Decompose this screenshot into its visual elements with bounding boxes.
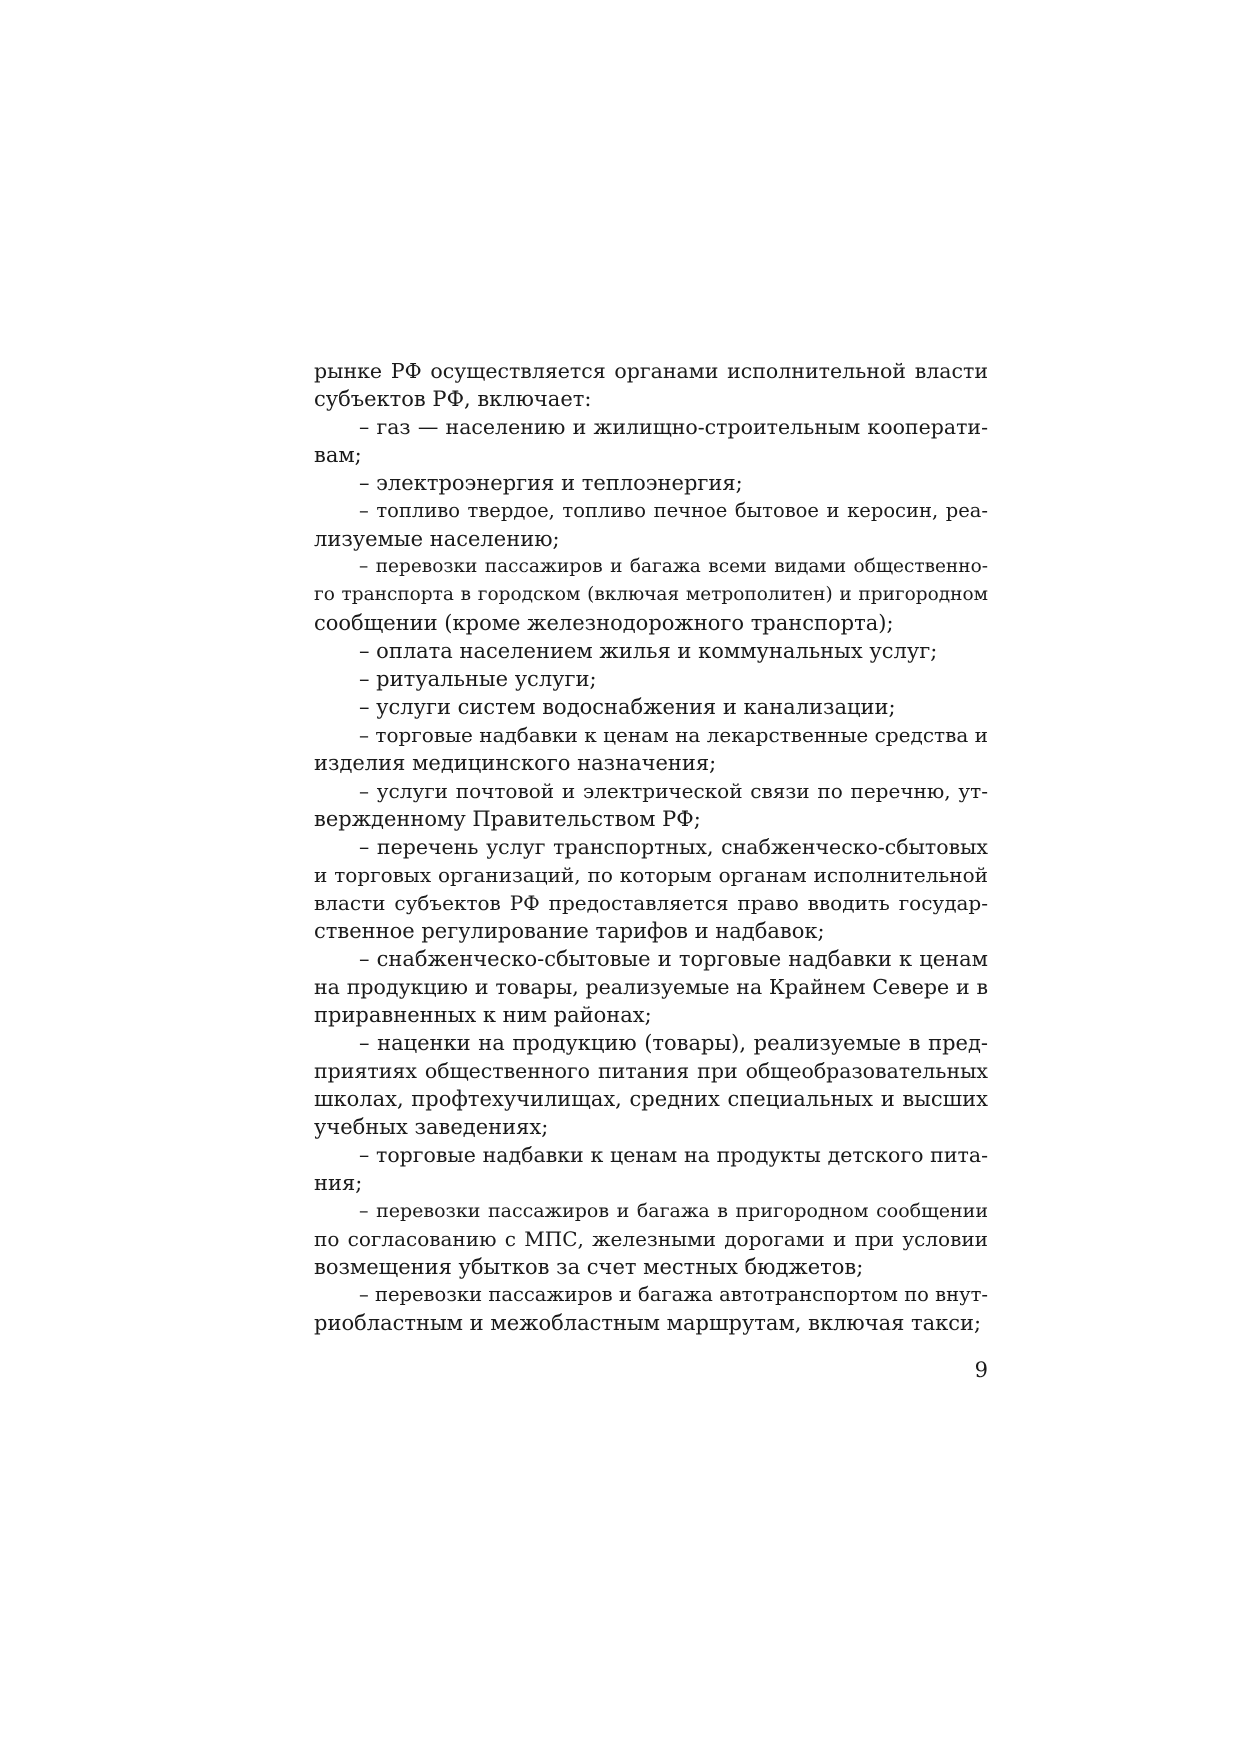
text-line: учебных заведениях; bbox=[314, 1115, 549, 1139]
text-line: и торговых организаций, по которым органам исполнительной bbox=[314, 863, 988, 887]
list-item-line: – электроэнергия и теплоэнергия; bbox=[359, 471, 743, 495]
text-line: вам; bbox=[314, 443, 362, 467]
text-line: сообщении (кроме железнодорожного транспорта); bbox=[314, 611, 894, 635]
text-line: ния; bbox=[314, 1171, 363, 1195]
text-line: на продукцию и товары, реализуемые на Крайнем Севере и в bbox=[314, 975, 988, 999]
list-item-line: – услуги почтовой и электрической связи по перечню, ут- bbox=[359, 779, 988, 803]
page-number: 9 bbox=[974, 1358, 988, 1382]
list-item-line: – услуги систем водоснабжения и канализации; bbox=[359, 695, 896, 719]
text-line: рынке РФ осуществляется органами исполнительной власти bbox=[314, 359, 988, 383]
list-item-line: – газ — населению и жилищно-строительным кооперати- bbox=[359, 415, 988, 439]
text-line: вержденному Правительством РФ; bbox=[314, 807, 701, 831]
list-item-line: – торговые надбавки к ценам на лекарственные средства и bbox=[359, 723, 988, 747]
list-item-line: – перевозки пассажиров и багажа всеми видами общественно- bbox=[359, 556, 988, 577]
text-line: приятиях общественного питания при общеобразовательных bbox=[314, 1059, 988, 1083]
text-line: ственное регулирование тарифов и надбавок; bbox=[314, 919, 825, 943]
text-line: изделия медицинского назначения; bbox=[314, 751, 717, 775]
list-item-line: – перевозки пассажиров и багажа в пригородном сообщении bbox=[359, 1200, 988, 1222]
text-line: школах, профтехучилищах, средних специальных и высших bbox=[314, 1087, 988, 1111]
list-item-line: – перечень услуг транспортных, снабженческо-сбытовых bbox=[359, 835, 988, 859]
text-line: по согласованию с МПС, железными дорогами и при условии bbox=[314, 1227, 988, 1251]
list-item-line: – снабженческо-сбытовые и торговые надбавки к ценам bbox=[359, 947, 988, 971]
list-item-line: – наценки на продукцию (товары), реализуемые в пред- bbox=[359, 1031, 988, 1055]
list-item-line: – перевозки пассажиров и багажа автотранспортом по внут- bbox=[359, 1283, 988, 1306]
text-line: лизуемые населению; bbox=[314, 527, 560, 551]
text-line: го транспорта в городском (включая метрополитен) и пригородном bbox=[314, 584, 988, 605]
text-line: приравненных к ним районах; bbox=[314, 1003, 652, 1027]
body-text bbox=[314, 357, 988, 1337]
list-item-line: – ритуальные услуги; bbox=[359, 667, 597, 691]
text-line: риобластным и межобластным маршрутам, включая такси; bbox=[314, 1311, 982, 1335]
text-line: возмещения убытков за счет местных бюджетов; bbox=[314, 1255, 864, 1279]
text-line: субъектов РФ, включает: bbox=[314, 387, 592, 411]
list-item-line: – торговые надбавки к ценам на продукты детского пита- bbox=[359, 1143, 988, 1167]
list-item-line: – топливо твердое, топливо печное бытовое и керосин, реа- bbox=[359, 499, 988, 522]
text-line: власти субъектов РФ предоставляется право вводить государ- bbox=[314, 891, 988, 915]
list-item-line: – оплата населением жилья и коммунальных услуг; bbox=[359, 639, 938, 663]
